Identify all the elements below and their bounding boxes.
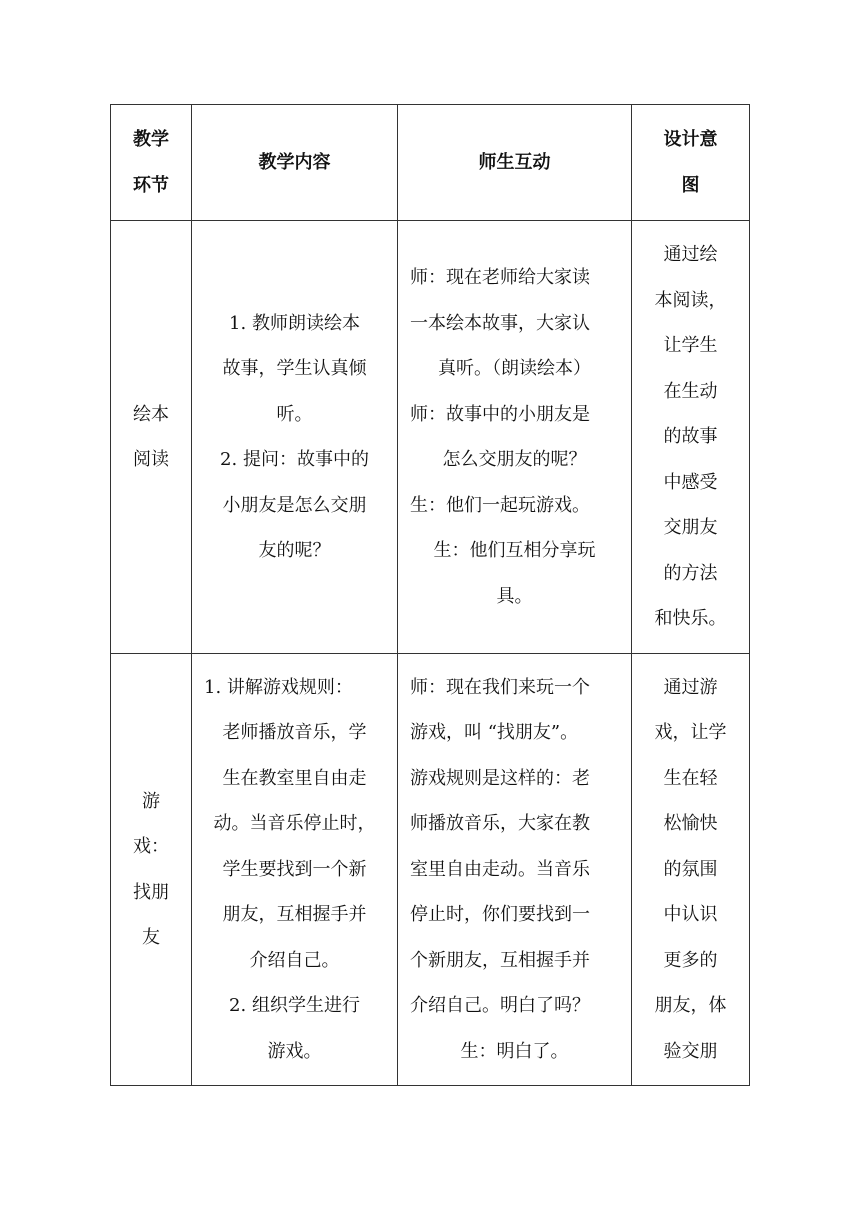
intent-line: 的方法 — [663, 562, 718, 584]
content-line: 介绍自己。 — [249, 949, 340, 971]
header-stage-line: 教学 — [133, 128, 169, 150]
intent-line: 戏，让学 — [654, 722, 727, 744]
content-line: 友的呢？ — [258, 540, 331, 561]
interaction-line: 一本绘本故事，大家认 — [410, 312, 590, 334]
stage-line: 友 — [142, 927, 160, 948]
header-stage-line: 环节 — [133, 174, 169, 196]
intent-line: 验交朋 — [663, 1040, 718, 1062]
intent-line: 的氛围 — [663, 858, 718, 880]
intent-line: 朋友，体 — [654, 995, 727, 1017]
interaction-line: 师：现在老师给大家读 — [410, 267, 590, 288]
stage-line: 绘本 — [133, 403, 169, 425]
content-line: 1. 教师朗读绘本 — [229, 312, 360, 334]
header-content — [192, 105, 398, 221]
intent-line: 生在轻 — [663, 767, 718, 789]
intent-line: 的故事 — [663, 426, 718, 448]
interaction-line: 师：现在我们来玩一个 — [410, 676, 590, 698]
table-header-row — [111, 105, 750, 221]
stage-line: 找朋 — [133, 881, 169, 903]
content-line: 1. 讲解游戏规则： — [204, 676, 353, 698]
stage-line: 戏： — [133, 836, 169, 857]
content-line: 学生要找到一个新 — [222, 858, 367, 880]
stage-line: 阅读 — [133, 449, 169, 470]
stage-cell-picture-book — [111, 221, 192, 654]
intent-cell-picture-book — [632, 221, 750, 654]
intent-line: 通过绘 — [663, 244, 718, 266]
content-line: 小朋友是怎么交朋 — [222, 494, 367, 516]
interaction-line: 室里自由走动。当音乐 — [410, 858, 590, 880]
header-intent-line: 图 — [681, 174, 700, 196]
stage-line: 游 — [142, 790, 160, 812]
content-cell-picture-book — [192, 221, 398, 654]
content-line: 故事，学生认真倾 — [222, 358, 367, 379]
interaction-line: 师播放音乐，大家在教 — [410, 813, 590, 835]
header-interaction-line: 师生互动 — [478, 151, 551, 173]
intent-line: 更多的 — [663, 949, 718, 971]
content-cell-game — [192, 654, 398, 1086]
intent-line: 通过游 — [663, 676, 718, 698]
interaction-line: 介绍自己。明白了吗？ — [410, 995, 590, 1017]
interaction-line: 生：明白了。 — [460, 1040, 569, 1062]
header-intent-line: 设计意 — [663, 128, 718, 150]
intent-line: 本阅读， — [654, 289, 727, 311]
intent-line: 交朋友 — [663, 517, 718, 539]
interaction-line: 游戏规则是这样的：老 — [410, 767, 590, 789]
content-line: 动。当音乐停止时， — [213, 813, 376, 835]
interaction-line: 生：他们一起玩游戏。 — [410, 494, 590, 516]
table-row-game — [111, 654, 750, 1086]
content-line: 2. 组织学生进行 — [229, 995, 360, 1017]
content-line: 生在教室里自由走 — [222, 767, 367, 789]
header-content-line: 教学内容 — [258, 151, 331, 173]
interaction-cell-game — [398, 654, 632, 1086]
intent-line: 让学生 — [663, 335, 718, 357]
intent-line: 松愉快 — [663, 813, 718, 835]
content-line: 游戏。 — [267, 1040, 322, 1062]
lesson-plan-table — [110, 104, 750, 1086]
interaction-line: 师：故事中的小朋友是 — [410, 403, 590, 425]
interaction-line: 停止时，你们要找到一 — [410, 904, 590, 926]
content-line: 听。 — [276, 403, 313, 425]
content-line: 老师播放音乐，学 — [222, 722, 367, 744]
interaction-line: 怎么交朋友的呢？ — [442, 449, 587, 470]
header-intent — [632, 105, 750, 221]
content-line: 朋友，互相握手并 — [222, 904, 367, 926]
interaction-cell-picture-book — [398, 221, 632, 654]
table-row-picture-book — [111, 221, 750, 654]
intent-line: 中感受 — [663, 471, 718, 493]
interaction-line: 游戏，叫 “找朋友”。 — [410, 722, 579, 744]
stage-cell-game — [111, 654, 192, 1086]
intent-line: 和快乐。 — [654, 608, 727, 630]
intent-line: 中认识 — [663, 904, 718, 926]
interaction-line: 个新朋友，互相握手并 — [410, 949, 590, 971]
intent-cell-game — [632, 654, 750, 1086]
interaction-line: 真听。（朗读绘本） — [438, 358, 591, 379]
content-line: 2. 提问：故事中的 — [220, 449, 369, 470]
interaction-line: 具。 — [496, 585, 533, 607]
header-stage — [111, 105, 192, 221]
intent-line: 在生动 — [663, 380, 718, 402]
interaction-line: 生：他们互相分享玩 — [433, 540, 596, 561]
header-interaction — [398, 105, 632, 221]
